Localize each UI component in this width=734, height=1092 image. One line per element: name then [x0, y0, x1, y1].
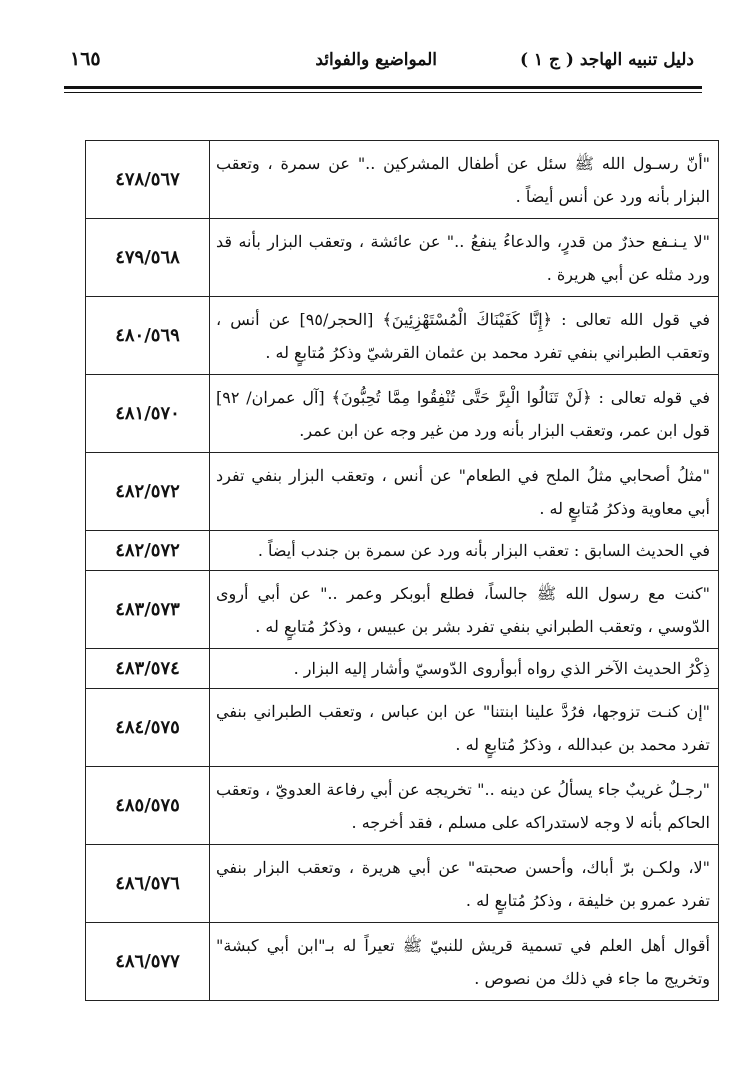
entry-text: في الحديث السابق : تعقب البزار بأنه ورد عن سمرة بن جندب أيضاً .: [210, 531, 719, 571]
entry-text: أقوال أهل العلم في تسمية قريش للنبيّ ﷺ تعيراً له بـ"ابن أبي كبشة" وتخريج ما جاء في ذلك من نصوص .: [210, 923, 719, 1001]
table-row: [86, 923, 719, 1001]
index-table: [85, 140, 719, 1001]
entry-reference: ٤٨١/٥٧٠: [86, 375, 210, 453]
entry-reference: ٤٨٦/٥٧٧: [86, 923, 210, 1001]
entry-text: "لا، ولكـن برّ أباك، وأحسن صحبته" عن أبي هريرة ، وتعقب البزار بنفي تفرد عمرو بن خليفة ، وذكرُ مُتابعٍ له .: [210, 845, 719, 923]
entry-text: "إن كنـت تزوجها، فرُدَّ علينا ابنتنا" عن ابن عباس ، وتعقب الطبراني بنفي تفرد محمد بن عبدالله ، وذكرُ مُتابعٍ له .: [210, 689, 719, 767]
entry-reference: ٤٨٣/٥٧٣: [86, 571, 210, 649]
table-row: [86, 375, 719, 453]
entry-reference: ٤٧٩/٥٦٨: [86, 219, 210, 297]
page-number: ١٦٥: [70, 48, 101, 70]
entry-text: "لا يـنـفع حذرٌ من قدرٍ، والدعاءُ ينفعُ .." عن عائشة ، وتعقب البزار بأنه قد ورد مثله عن أبي هريرة .: [210, 219, 719, 297]
entry-reference: ٤٨٢/٥٧٢: [86, 531, 210, 571]
entry-text: في قول الله تعالى : ﴿إِنَّا كَفَيْنَاكَ الْمُسْتَهْزِئِينَ﴾ [الحجر/٩٥] عن أنس ، وتعقب الطبراني بنفي تفرد محمد بن عثمان القرشيّ وذكرُ مُتابعٍ له .: [210, 297, 719, 375]
header-rule-thin: [64, 92, 702, 93]
entry-text: "أنّ رسـول الله ﷺ سئل عن أطفال المشركين .." عن سمرة ، وتعقب البزار بأنه ورد عن أنس أيضاً .: [210, 141, 719, 219]
entry-reference: ٤٨٣/٥٧٤: [86, 649, 210, 689]
section-title: المواضيع والفوائد: [315, 50, 437, 70]
table-row: [86, 453, 719, 531]
entry-reference: ٤٨٢/٥٧٢: [86, 453, 210, 531]
table-row: [86, 219, 719, 297]
table-row: [86, 297, 719, 375]
entry-reference: ٤٨٠/٥٦٩: [86, 297, 210, 375]
entry-reference: ٤٨٤/٥٧٥: [86, 689, 210, 767]
entry-reference: ٤٨٥/٥٧٥: [86, 767, 210, 845]
table-row: [86, 141, 719, 219]
entry-reference: ٤٨٦/٥٧٦: [86, 845, 210, 923]
entry-text: في قوله تعالى : ﴿لَنْ تَنَالُوا الْبِرَّ حَتَّى تُنْفِقُوا مِمَّا تُحِبُّونَ﴾ [آل عمران/ ٩٢] قول ابن عمر، وتعقب البزار بأنه ورد من غير وجه عن ابن عمر.: [210, 375, 719, 453]
table-row: [86, 571, 719, 649]
table-row: [86, 767, 719, 845]
entry-reference: ٤٧٨/٥٦٧: [86, 141, 210, 219]
entry-text: "كنت مع رسول الله ﷺ جالساً، فطلع أبوبكر وعمر .." عن أبي أروى الدّوسي ، وتعقب الطبراني بنفي تفرد بشر بن عبيس ، وذكرُ مُتابعٍ له .: [210, 571, 719, 649]
entry-text: ذِكْرُ الحديث الآخر الذي رواه أبوأروى الدّوسيّ وأشار إليه البزار .: [210, 649, 719, 689]
page-header: [62, 42, 702, 82]
entry-text: "مثلُ أصحابي مثلُ الملح في الطعام" عن أنس ، وتعقب البزار بنفي تفرد أبي معاوية وذكرُ مُتابعٍ له .: [210, 453, 719, 531]
table-row: [86, 531, 719, 571]
header-rule-thick: [64, 86, 702, 89]
table-row: [86, 845, 719, 923]
table-row: [86, 689, 719, 767]
entry-text: "رجـلٌ غريبٌ جاء يسألُ عن دينه .." تخريجه عن أبي رفاعة العدويّ ، وتعقب الحاكم بأنه لا وجه لاستدراكه على مسلم ، فقد أخرجه .: [210, 767, 719, 845]
table-row: [86, 649, 719, 689]
book-title: دليل تنبيه الهاجد ( ج ١ ): [519, 50, 694, 70]
